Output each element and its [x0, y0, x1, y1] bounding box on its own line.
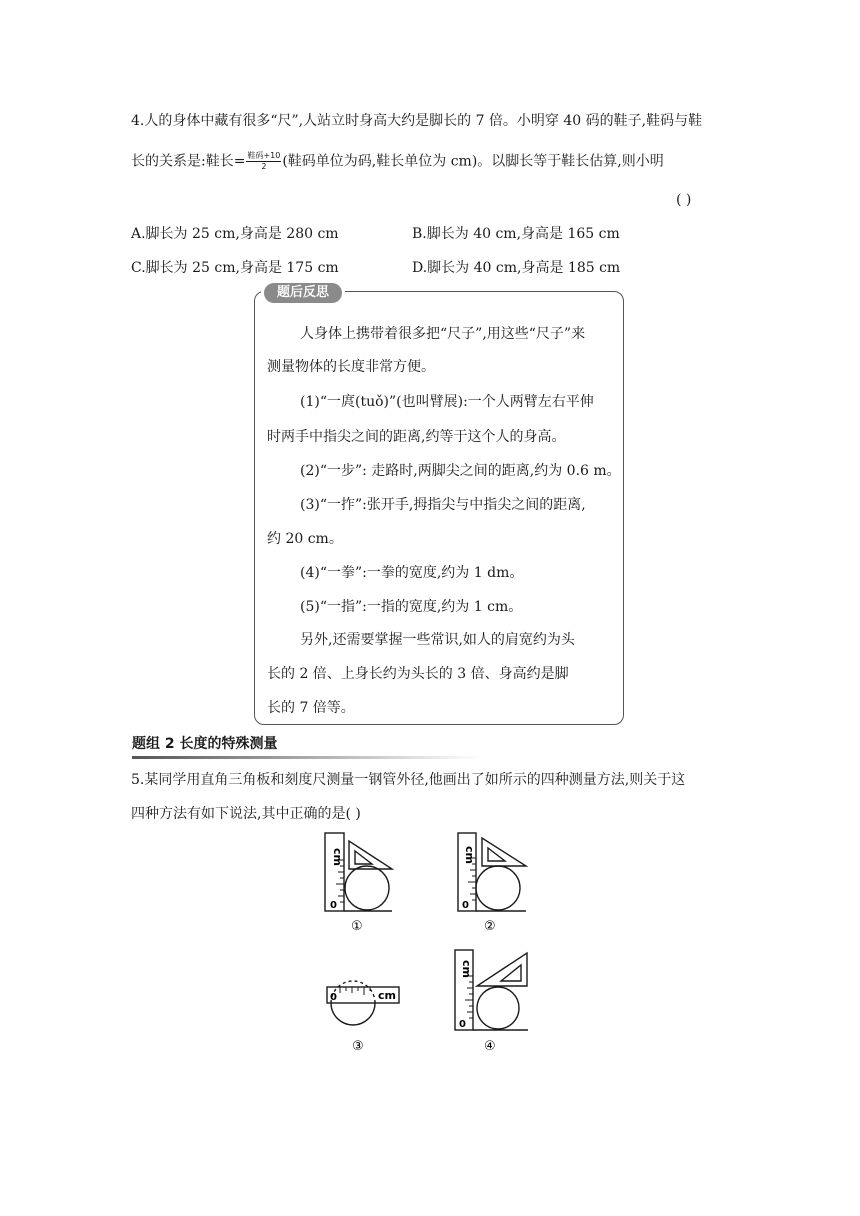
reflection-line: (5)“一指”:一指的宽度,约为 1 cm。: [300, 599, 523, 615]
fraction-numerator: 鞋码+10: [247, 151, 281, 160]
reflection-line: (4)“一拳”:一拳的宽度,约为 1 dm。: [300, 565, 524, 581]
reflection-line: 长的 7 倍等。: [267, 700, 355, 716]
q5-line2: 四种方法有如下说法,其中正确的是( ): [131, 806, 361, 822]
reflection-line: (1)“一庹(tuǒ)”(也叫臂展):一个人两臂左右平伸: [300, 394, 594, 410]
q4-line2-suffix: (鞋码单位为码,鞋长单位为 cm)。以脚长等于鞋长估算,则小明: [282, 153, 664, 170]
q4-option-a[interactable]: A.脚长为 25 cm,身高是 280 cm: [131, 226, 339, 242]
q4-option-c[interactable]: C.脚长为 25 cm,身高是 175 cm: [131, 260, 339, 276]
fig1-label: ①: [351, 919, 363, 934]
fig3-unit-label: cm: [378, 989, 396, 1002]
fraction-denominator: 2: [261, 162, 267, 171]
figure-1: [325, 833, 392, 911]
figure-3: [327, 981, 399, 1025]
reflection-line: 人身体上携带着很多把“尺子”,用这些“尺子”来: [300, 326, 586, 342]
shoe-formula-fraction: [246, 151, 281, 172]
q5-line1: 5.某同学用直角三角板和刻度尺测量一钢管外径,他画出了如所示的四种测量方法,则关于这: [131, 772, 686, 788]
reflection-line: (3)“一拃”:张开手,拇指尖与中指尖之间的距离,: [300, 497, 586, 513]
reflection-line: (2)“一步”: 走路时,两脚尖之间的距离,约为 0.6 m。: [300, 463, 621, 479]
reflection-line: 另外,还需要掌握一些常识,如人的肩宽约为头: [300, 632, 575, 648]
fig3-zero-label: 0: [330, 992, 337, 1003]
fig4-unit-label: cm: [460, 960, 473, 978]
reflection-line: 长的 2 倍、上身长约为头长的 3 倍、身高约是脚: [267, 666, 569, 682]
fig2-label: ②: [484, 919, 496, 934]
figure-4: [455, 950, 528, 1030]
reflection-line: 约 20 cm。: [267, 531, 343, 547]
reflection-line: 测量物体的长度非常方便。: [267, 359, 435, 375]
q4-option-b[interactable]: B.脚长为 40 cm,身高是 165 cm: [412, 226, 620, 242]
fig1-zero-label: 0: [330, 900, 337, 911]
fig1-unit-label: cm: [331, 848, 344, 866]
q4-line2: [131, 151, 664, 172]
q4-line1: 4.人的身体中藏有很多“尺”,人站立时身高大约是脚长的 7 倍。小明穿 40 码的鞋子,鞋码与鞋: [131, 113, 703, 129]
q4-line2-prefix: 长的关系是:鞋长=: [131, 153, 246, 170]
fig4-label: ④: [484, 1039, 496, 1054]
fig2-unit-label: cm: [463, 846, 476, 864]
q4-option-d[interactable]: D.脚长为 40 cm,身高是 185 cm: [412, 260, 621, 276]
q4-answer-paren: ( ): [676, 192, 692, 208]
section-title: 题组 2 长度的特殊测量: [132, 736, 278, 752]
section-underline: [132, 756, 480, 759]
figure-2: [458, 833, 526, 911]
reflection-line: 时两手中指尖之间的距离,约等于这个人的身高。: [267, 429, 566, 445]
fig2-zero-label: 0: [462, 900, 469, 911]
reflection-badge: 题后反思: [264, 283, 342, 303]
fig3-label: ③: [352, 1039, 364, 1054]
fig4-zero-label: 0: [459, 1019, 466, 1030]
